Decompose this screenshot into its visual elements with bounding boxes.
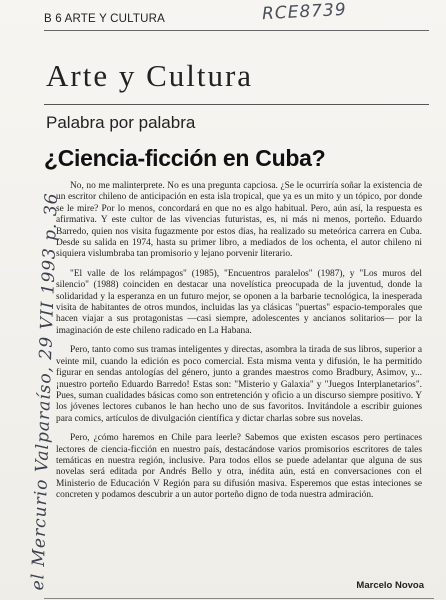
masthead-rule [44,104,429,105]
handwritten-source-note: el Mercurio Valparaíso, 29 VII 1993 p. 36 [28,192,62,591]
article-paragraph: "El valle de los relámpagos" (1985), "Encuentros paralelos" (1987), y "Los muros del silencio" (1988) coinciden en destacar una novelística preocupada de la juventud, donde la solidaridad y la esperanza en un futuro mejor, se oponen a la barbarie tecnológica, la inesperada visita de habitantes de otros mundos, incluidas las ya clásicas "puertas" espacio-temporales que hacen viajar a sus protagonistas —casi siempre, adolescentes y ancianos solitarios— por la imaginación de este chileno radicado en La Habana. [56,268,422,336]
article-paragraph: Pero, tanto como sus tramas inteligentes y directas, asombra la tirada de sus libros, superior a veinte mil, cuando la edición es poco comercial. Esta misma venta y difusión, le ha permitido figurar en sendas antologías del género, junto a grandes maestros como Bradbury, Asimov, y... ¡nuestro porteño Eduardo Barredo! Estas son: "Misterio y Galaxia" y "Juegos Interplanetarios". Pues, suman cualidades básicas como son entretención y oficio a un discurso siempre positivo. Y los jóvenes lectores cubanos le han hecho uno de sus favoritos. Invitándole a escribir guiones para comics, artículos de divulgación científica y dictar charlas sobre sus novelas. [56,345,422,424]
author-signature: Marcelo Novoa [356,580,424,591]
kicker: Palabra por palabra [46,113,196,132]
bottom-rule [44,598,434,599]
article-paragraph: Pero, ¿cómo haremos en Chile para leerle? Sabemos que existen escasos pero pertinaces lectores de ciencia-ficción en nuestro país, destacándose varios promisorios escritores de tales temáticas en nuestra región, inclusive. Para todos ellos se puede adelantar que alguna de sus novelas será editada por Andrés Bello y otra, inédita aún, está en conversaciones con el Ministerio de Educación V Región para su difusión masiva. Esperemos que estas inteciones se concreten y podamos descubrir a un autor porteño digno de toda nuestra admiración. [56,433,422,501]
article-body [56,181,422,510]
headline: ¿Ciencia-ficción en Cuba? [44,145,326,171]
catalog-annotation: RCE8739 [261,0,348,25]
section-header: B 6 ARTE Y CULTURA [44,13,165,25]
masthead: Arte y Cultura [46,58,254,93]
article-paragraph: No, no me malinterprete. No es una pregunta capciosa. ¿Se le ocurriría soñar la existencia de un escritor chileno de anticipación en esta isla tropical, que ya es un mito y un tópico, por donde se le mire? Por lo menos, concordará en que no es algo habitual. Pero, aún así, la respuesta es afirmativa. Y este cultor de las vivencias futuristas, es, ni más ni menos, porteño. Eduardo Barredo, quien nos visita fugazmente por estos días, ha realizado su meteórica carrera en Cuba. Desde su salida en 1974, hasta su primer libro, a mediados de los ochenta, el autor chileno ni siquiera vislumbraba tan promisorio y lejano porvenir literario. [56,181,422,260]
header-rule [44,30,429,31]
